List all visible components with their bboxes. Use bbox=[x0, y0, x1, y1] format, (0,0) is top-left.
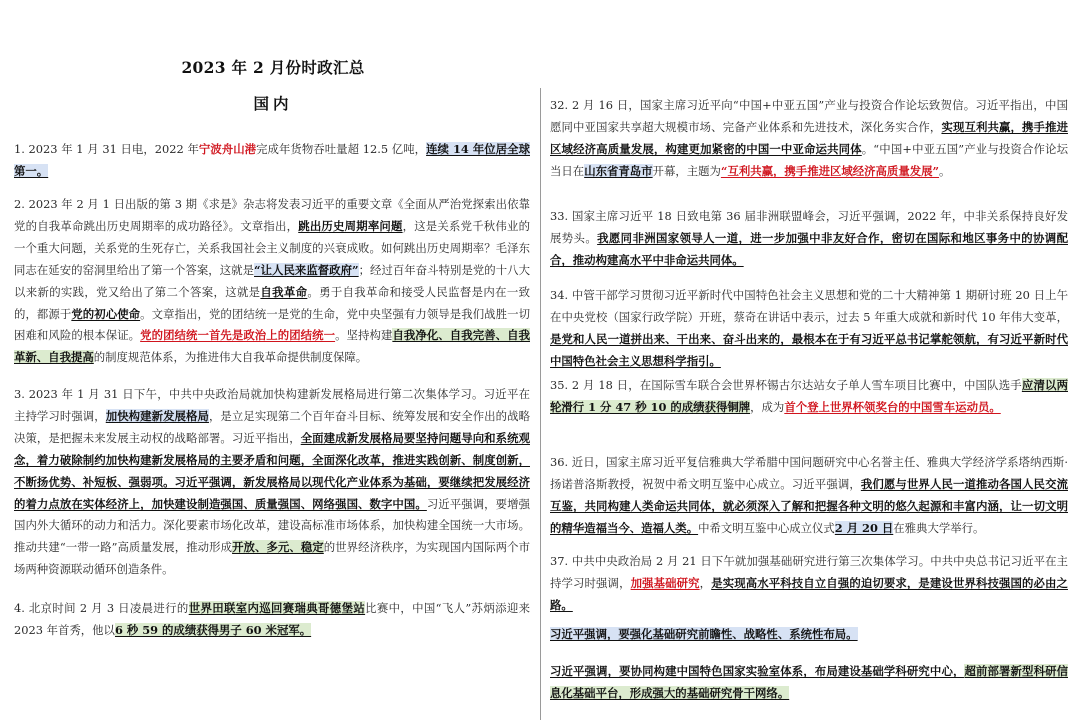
highlight-b: 是党和人民一道拼出来、干出来、奋斗出来的，最根本在于有习近平总书记掌舵领航，有习近平新时代中国特色社会主义思想科学指引。 bbox=[550, 331, 1068, 368]
news-item-2 bbox=[14, 194, 530, 369]
highlight-b: 我们愿与世界人民一道推动各国人民交流互鉴，共同构建人类命运共同体，就必须深入了解和把握各种文明的悠久起源和丰富内涵，让一切文明的精华造福当今、造福人类。 bbox=[550, 476, 1068, 535]
text-run: 36. 近日，国家主席习近平复信雅典大学希腊中国问题研究中心名誉主任、雅典大学经济学系塔纳西斯·扬诺普洛斯教授，祝贺中希文明互鉴中心成立。习近平强调， bbox=[550, 455, 1068, 491]
document-title: 2023 年 2 月份时政汇总 bbox=[181, 58, 365, 77]
news-item-35 bbox=[550, 375, 1068, 419]
text-run: 。勇于自我革命和接受人民监督是内在一致的，都源于 bbox=[14, 284, 530, 321]
highlight-rb: 首个登上世界杯领奖台的中国雪车运动员。 bbox=[784, 399, 1001, 414]
news-item-3 bbox=[14, 384, 530, 581]
highlight-b: 党的初心使命 bbox=[71, 306, 141, 321]
text-run: ，这是关系党千秋伟业的一个重大问题，关系党的生死存亡，关系我国社会主义制度的兴衰成败。如何跳出历史周期率？毛泽东同志在延安的窑洞里给出了第一个答案，这就是 bbox=[14, 218, 530, 277]
text-run: ；经过百年奋斗特别是党的十八大以来新的实践，党又给出了第二个答案，这就是 bbox=[14, 262, 530, 299]
highlight-bl: 山东省青岛市 bbox=[584, 163, 653, 178]
text-run: 37. 中共中央政治局 2 月 21 日下午就加强基础研究进行第三次集体学习。中共中央总书记习近平在主持学习时强调， bbox=[550, 554, 1068, 590]
column-divider bbox=[540, 88, 541, 720]
highlight-b: 是实现高水平科技自立自强的迫切要求，是建设世界科技强国的必由之路。 bbox=[550, 575, 1068, 612]
text-run: 。文章指出，党的团结统一是党的生命，党中央坚强有力领导是我们战胜一切困难和风险的根本保证。 bbox=[14, 306, 530, 343]
text-run: 。“中国+中亚五国”产业与投资合作论坛当日在 bbox=[550, 141, 1068, 178]
highlight-gr: 世界田联室内巡回赛瑞典哥德堡站 bbox=[188, 601, 366, 615]
news-item-1 bbox=[14, 139, 530, 183]
section-heading: 国内 bbox=[253, 94, 293, 113]
highlight-bl: “让人民来监督政府” bbox=[254, 262, 359, 277]
text-run: ，成为 bbox=[750, 399, 785, 414]
text-run: 习近平强调，要增强国内外大循环的动力和活力。深化要素市场化改革，建设高标准市场体系，加快构建全国统一大市场。推动共建“一带一路”高质量发展，推动形成 bbox=[14, 496, 530, 555]
news-item-32 bbox=[550, 95, 1068, 183]
text-run: 完成年货物吞吐量超 12.5 亿吨， bbox=[256, 142, 427, 156]
highlight-rb: 党的团结统一首先是政治上的团结统一 bbox=[140, 328, 336, 343]
highlight-b: 习近平强调，要协同构建中国特色国家实验室体系，布局建设基础学科研究中心， bbox=[550, 664, 965, 678]
highlight-b: 自我革命 bbox=[260, 284, 308, 299]
text-run: 开幕，主题为 bbox=[652, 163, 721, 178]
news-item-37 bbox=[550, 551, 1068, 617]
text-run: ， bbox=[699, 575, 712, 590]
news-item-33 bbox=[550, 206, 1068, 272]
text-run: 32. 2 月 16 日，国家主席习近平向“中国+中亚五国”产业与投资合作论坛致贺信。习近平指出，中国愿同中亚国家共享超大规模市场、完备产业体系和先进技术，深化务实合作， bbox=[550, 98, 1068, 134]
highlight-b: 全面建成新发展格局要坚持问题导向和系统观念，着力破除制约加快构建新发展格局的主要矛盾和问题，全面深化改革，推进实践创新、制度创新，不断扬优势、补短板、强弱项。习近平强调，新发展格局以现代化产业体系为基础，要继续把发展经济的着力点放在实体经济上，加快建设制造强国、质量强国、网络强国、数字中国。 bbox=[14, 430, 530, 511]
highlight-gr: 超前部署新型科研信息化基础平台，形成强大的基础研究骨干网络。 bbox=[550, 664, 1068, 700]
highlight-bl: 加快构建新发展格局 bbox=[105, 408, 209, 423]
text-run: 2. 2023 年 2 月 1 日出版的第 3 期《求是》杂志将发表习近平的重要文章《全面从严治党探索出依靠党的自我革命跳出历史周期率的成功路径》。文章指出， bbox=[14, 197, 530, 233]
text-run: 的制度规范体系，为推进伟大自我革命提供制度保障。 bbox=[93, 350, 368, 365]
text-run: ，是立足实现第二个百年奋斗目标、统筹发展和安全作出的战略决策，是把握未来发展主动权的战略部署。习近平指出， bbox=[14, 408, 530, 445]
highlight-r: 宁波舟山港 bbox=[198, 142, 257, 156]
news-item-37-point-2 bbox=[550, 661, 1068, 705]
news-item-4 bbox=[14, 598, 530, 642]
highlight-b: 我愿同非洲国家领导人一道，进一步加强中非友好合作，密切在国际和地区事务中的协调配合，推动构建高水平中非命运共同体。 bbox=[550, 230, 1068, 267]
text-run: 比赛中，中国“飞人”苏炳添迎来 2023 年首秀，他以 bbox=[14, 601, 530, 637]
text-run: 1. 2023 年 1 月 31 日电，2022 年 bbox=[14, 142, 199, 156]
text-run: 33. 国家主席习近平 18 日致电第 36 届非洲联盟峰会，习近平强调，2022 年，中非关系保持良好发展势头。 bbox=[550, 209, 1068, 245]
highlight-bl: 习近平强调，要强化基础研究前瞻性、战略性、系统性布局。 bbox=[550, 627, 858, 641]
highlight-gr: 6 秒 59 的成绩获得男子 60 米冠军。 bbox=[114, 622, 312, 637]
text-run: 。坚持构建 bbox=[335, 328, 393, 343]
news-item-36 bbox=[550, 452, 1068, 540]
text-run: 35. 2 月 18 日，在国际雪车联合会世界杯锡古尔达站女子单人雪车项目比赛中，中国队选手 bbox=[550, 378, 1022, 392]
highlight-rb: “互利共赢，携手推进区域经济高质量发展” bbox=[720, 163, 940, 178]
news-item-37-point-1 bbox=[550, 624, 1068, 646]
text-run: 中希文明互鉴中心成立仪式 bbox=[698, 520, 835, 535]
highlight-bl: 2 月 20 日 bbox=[834, 520, 894, 535]
text-run: 3. 2023 年 1 月 31 日下午，中共中央政治局就加快构建新发展格局进行第二次集体学习。习近平在主持学习时强调， bbox=[14, 387, 530, 423]
text-run: 4. 北京时间 2 月 3 日凌晨进行的 bbox=[14, 601, 189, 615]
text-run: 34. 中管干部学习贯彻习近平新时代中国特色社会主义思想和党的二十大精神第 1 期研讨班 20 日上午在中央党校（国家行政学院）开班，蔡奇在讲话中表示，过去 5 年重大成就和新时代 10 年伟大变革， bbox=[550, 288, 1068, 324]
highlight-gr: 自我净化、自我完善、自我革新、自我提高 bbox=[14, 328, 530, 365]
highlight-bl: 连续 14 年位居全球第一。 bbox=[14, 142, 530, 178]
text-run: 。 bbox=[939, 163, 951, 178]
highlight-gr: 应清以两轮滑行 1 分 47 秒 10 的成绩获得铜牌 bbox=[550, 378, 1068, 414]
highlight-b: 实现互利共赢，携手推进区域经济高质量发展，构建更加紧密的中国一中亚命运共同体 bbox=[550, 119, 1068, 156]
highlight-b: 跳出历史周期率问题 bbox=[298, 218, 403, 233]
text-run: 的世界经济秩序，为实现国内国际两个市场两种资源联动循环创造条件。 bbox=[14, 540, 530, 577]
news-item-34 bbox=[550, 285, 1068, 373]
text-run: 在雅典大学举行。 bbox=[893, 520, 985, 535]
highlight-gr: 开放、多元、稳定 bbox=[232, 540, 324, 555]
highlight-rb: 加强基础研究 bbox=[630, 575, 700, 590]
